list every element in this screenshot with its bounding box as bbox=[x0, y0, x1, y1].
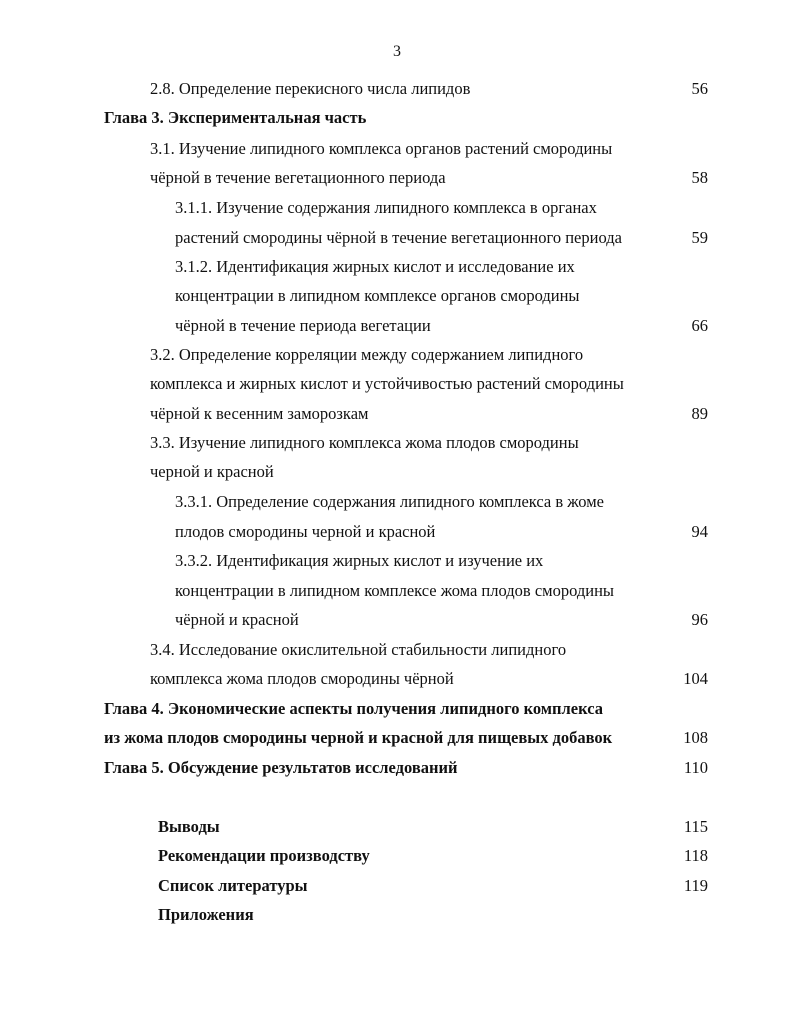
toc-entry-3-1-1-cont: растений смородины чёрной в течение вегетационного периода 59 bbox=[0, 226, 794, 250]
toc-entry-3-1-cont: чёрной в течение вегетационного периода 58 bbox=[0, 166, 794, 190]
toc-page: 110 bbox=[683, 758, 708, 777]
toc-page: 56 bbox=[691, 79, 708, 98]
toc-entry-3-3-1-cont: плодов смородины черной и красной 94 bbox=[0, 520, 794, 544]
toc-page: 66 bbox=[691, 316, 708, 335]
toc-page: 59 bbox=[691, 228, 708, 247]
toc-page: 115 bbox=[683, 817, 708, 836]
toc-chapter-4-cont: из жома плодов смородины черной и красной для пищевых добавок 108 bbox=[0, 726, 794, 750]
toc-page: 118 bbox=[683, 846, 708, 865]
toc-page: 104 bbox=[683, 669, 708, 688]
toc-entry-3-2: 3.2. Определение корреляции между содержанием липидного bbox=[150, 345, 584, 364]
toc-entry-3-4: 3.4. Исследование окислительной стабильности липидного bbox=[150, 640, 567, 659]
toc-entry-3-1-1: 3.1.1. Изучение содержания липидного комплекса в органах bbox=[175, 198, 597, 217]
toc-conclusions: Выводы 115 bbox=[0, 815, 794, 839]
toc-entry-3-1-2: 3.1.2. Идентификация жирных кислот и исследование их bbox=[175, 257, 575, 276]
toc-entry-3-1-2-cont: концентрации в липидном комплексе органов смородины bbox=[175, 286, 580, 305]
toc-entry-3-3-2-cont: концентрации в липидном комплексе жома плодов смородины bbox=[175, 581, 615, 600]
toc-page: 96 bbox=[691, 610, 708, 629]
toc-page: 108 bbox=[683, 728, 708, 747]
toc-chapter-4: Глава 4. Экономические аспекты получения липидного комплекса bbox=[104, 699, 603, 718]
toc-chapter-3: Глава 3. Экспериментальная часть bbox=[104, 108, 367, 127]
toc-chapter-5: Глава 5. Обсуждение результатов исследований 110 bbox=[0, 756, 794, 780]
toc-entry-3-1-2-cont2: чёрной в течение периода вегетации 66 bbox=[0, 314, 794, 338]
toc-entry-3-3: 3.3. Изучение липидного комплекса жома плодов смородины bbox=[150, 433, 579, 452]
toc-entry-3-1: 3.1. Изучение липидного комплекса органов растений смородины bbox=[150, 139, 613, 158]
toc-entry-2-8: 2.8. Определение перекисного числа липидов 56 bbox=[0, 77, 794, 101]
toc-entry-3-2-cont2: чёрной к весенним заморозкам 89 bbox=[0, 402, 794, 426]
toc-entry-3-3-2: 3.3.2. Идентификация жирных кислот и изучение их bbox=[175, 551, 544, 570]
toc-references: Список литературы 119 bbox=[0, 874, 794, 898]
toc-page: 89 bbox=[691, 404, 708, 423]
toc-entry-3-4-cont: комплекса жома плодов смородины чёрной 104 bbox=[0, 667, 794, 691]
page-number: 3 bbox=[393, 43, 401, 60]
toc-page: 58 bbox=[691, 168, 708, 187]
toc-page: 94 bbox=[691, 522, 708, 541]
toc-entry-3-3-2-cont2: чёрной и красной 96 bbox=[0, 608, 794, 632]
toc-entry-3-3-cont: черной и красной bbox=[150, 462, 274, 481]
toc-appendices: Приложения bbox=[158, 905, 254, 924]
toc-recommendations: Рекомендации производству 118 bbox=[0, 844, 794, 868]
toc-page: 119 bbox=[683, 876, 708, 895]
toc-entry-3-2-cont: комплекса и жирных кислот и устойчивостью растений смородины bbox=[150, 374, 624, 393]
toc-entry-3-3-1: 3.3.1. Определение содержания липидного комплекса в жоме bbox=[175, 492, 604, 511]
